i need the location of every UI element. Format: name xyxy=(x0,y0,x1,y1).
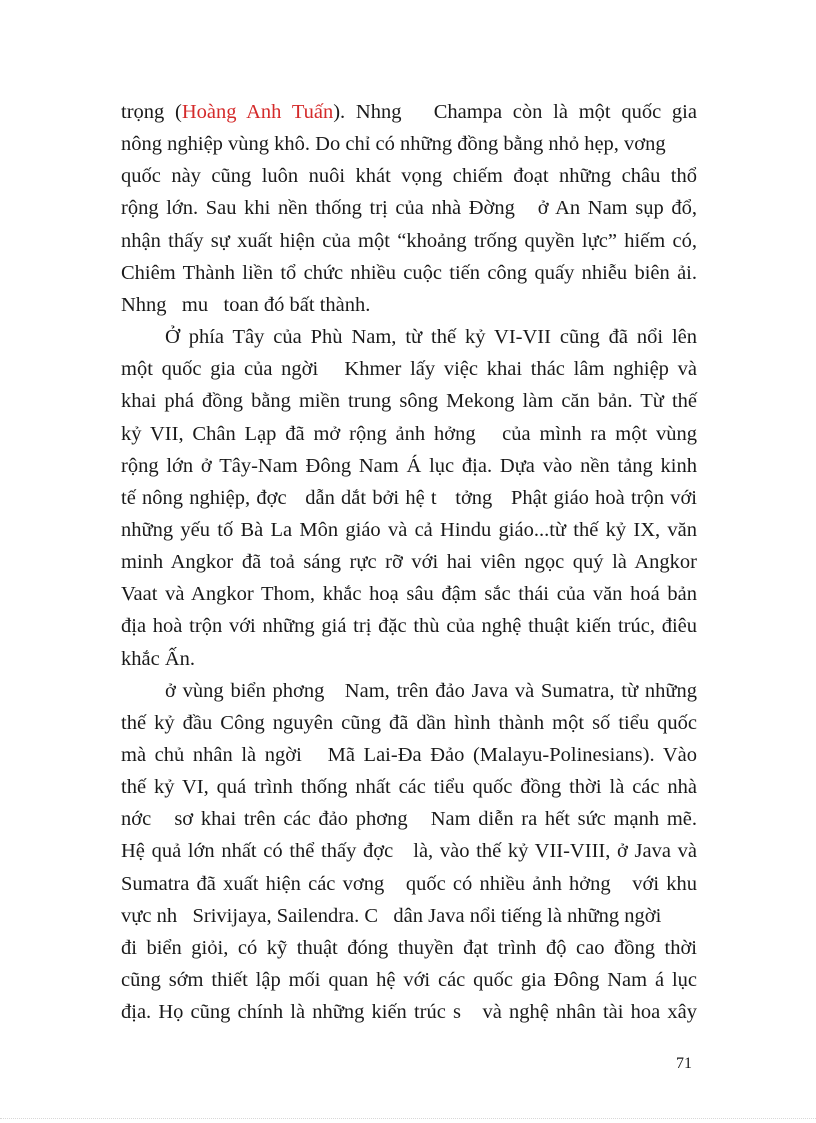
text-line: nông nghiệp vùng khô. Do chỉ có những đồng bằng nhỏ hẹp, vơng xyxy=(121,133,666,156)
text-line: Nhng mu toan đó bất thành. xyxy=(121,293,371,316)
text-line: rộng lớn. Sau khi nền thống trị của nhà Đờng ở An Nam sụp đổ, xyxy=(121,197,697,220)
text-line xyxy=(121,96,697,128)
text-line: Sumatra đã xuất hiện các vơng quốc có nhiều ảnh hởng với khu xyxy=(121,872,697,895)
text-line: Ở phía Tây của Phù Nam, từ thế kỷ VI-VII cũng đã nổi lên xyxy=(165,326,697,349)
text-line: thế kỷ VI, quá trình thống nhất các tiểu quốc đồng thời là các nhà xyxy=(121,776,697,799)
author-name-highlight: Hoàng Anh Tuấn xyxy=(181,101,334,123)
text-line: mà chủ nhân là ngời Mã Lai-Đa Đảo (Malayu-Polinesians). Vào xyxy=(121,744,697,766)
text-line: quốc này cũng luôn nuôi khát vọng chiếm đoạt những châu thổ xyxy=(121,165,697,188)
text-line: địa. Họ cũng chính là những kiến trúc s và nghệ nhân tài hoa xây xyxy=(121,1001,697,1024)
text-line: khai phá đồng bằng miền trung sông Mekong làm căn bản. Từ thế xyxy=(121,390,697,413)
page-number: 71 xyxy=(676,1055,692,1072)
line-text-before: trọng ( xyxy=(121,101,182,123)
text-line: khắc Ấn. xyxy=(121,647,196,670)
text-line: địa hoà trộn với những giá trị đặc thù của nghệ thuật kiến trúc, điêu xyxy=(121,615,697,638)
text-line: những yếu tố Bà La Môn giáo và cả Hindu giáo...từ thế kỷ IX, văn xyxy=(121,518,697,541)
text-line: cũng sớm thiết lập mối quan hệ với các quốc gia Đông Nam á lục xyxy=(121,969,697,992)
text-line: kỷ VII, Chân Lạp đã mở rộng ảnh hởng của mình ra một vùng xyxy=(121,422,697,445)
text-line: ở vùng biển phơng Nam, trên đảo Java và Sumatra, từ những xyxy=(165,679,697,702)
text-line: nhận thấy sự xuất hiện của một “khoảng trống quyền lực” hiếm có, xyxy=(121,229,697,252)
text-line: nớc sơ khai trên các đảo phơng Nam diễn ra hết sức mạnh mẽ. xyxy=(121,808,697,831)
text-line: Chiêm Thành liền tổ chức nhiều cuộc tiến công quấy nhiễu biên ải. xyxy=(121,261,697,284)
text-line: rộng lớn ở Tây-Nam Đông Nam Á lục địa. Dựa vào nền tảng kinh xyxy=(121,454,697,477)
line-text-after: ). Nhng Champa còn là một quốc gia xyxy=(333,101,697,123)
text-line: một quốc gia của ngời Khmer lấy việc khai thác lâm nghiệp và xyxy=(121,358,697,381)
text-line: đi biển giỏi, có kỹ thuật đóng thuyền đạt trình độ cao đồng thời xyxy=(121,936,697,959)
text-line: thế kỷ đầu Công nguyên cũng đã dần hình thành một số tiểu quốc xyxy=(121,711,697,734)
text-line: Hệ quả lớn nhất có thể thấy đợc là, vào thế kỷ VII-VIII, ở Java và xyxy=(121,840,697,863)
text-line: minh Angkor đã toả sáng rực rỡ với hai viên ngọc quý là Angkor xyxy=(121,551,697,574)
page-bottom-divider xyxy=(0,1118,816,1119)
text-line: vực nh Srivijaya, Sailendra. C dân Java nổi tiếng là những ngời xyxy=(121,904,662,927)
text-line: tế nông nghiệp, đợc dẫn dắt bởi hệ t tởng Phật giáo hoà trộn với xyxy=(121,486,697,509)
text-line: Vaat và Angkor Thom, khắc hoạ sâu đậm sắc thái của văn hoá bản xyxy=(121,583,697,606)
